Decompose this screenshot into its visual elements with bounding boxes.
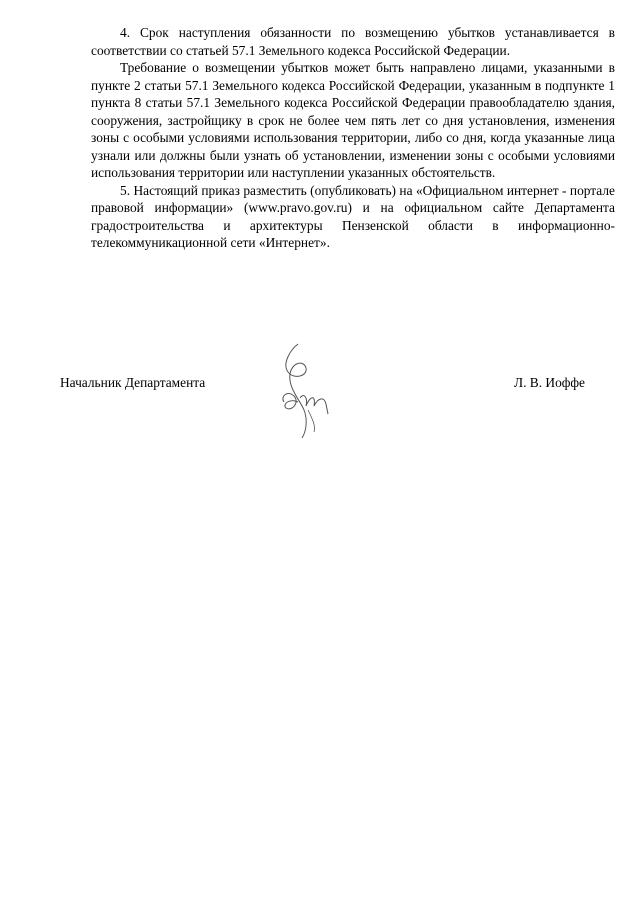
paragraph-5: 5. Настоящий приказ разместить (опубликовать) на «Официальном интернет - портале правовой информации» (www.pravo.gov.ru) и на официальном сайте Департамента градостроительства и архитектуры Пензенской области в информационно-телекоммуникационной сети «Интернет». xyxy=(91,182,615,250)
handwritten-signature xyxy=(270,340,340,440)
document-body xyxy=(91,24,615,252)
signatory-position: Начальник Департамента xyxy=(60,375,206,390)
paragraph-4: 4. Срок наступления обязанности по возмещению убытков устанавливается в соответствии со статьей 57.1 Земельного кодекса Российской Федерации. xyxy=(91,25,615,58)
signatory-name: Л. В. Иоффе xyxy=(514,375,585,390)
paragraph-damages-claim: Требование о возмещении убытков может быть направлено лицами, указанными в пункте 2 статьи 57.1 Земельного кодекса Российской Федерации, указанным в подпункте 1 пункта 8 статьи 57.1 Земельного кодекса Российской Федерации правообладателю здания, сооружения, застройщику в срок не более чем пять лет со дня установления, изменения зоны с особыми условиями использования территории, либо со дня, когда указанные лица узнали или должны были узнать об установлении, изменении зоны с особыми условиями использования территории или наступлении указанных обстоятельств. xyxy=(91,60,615,180)
